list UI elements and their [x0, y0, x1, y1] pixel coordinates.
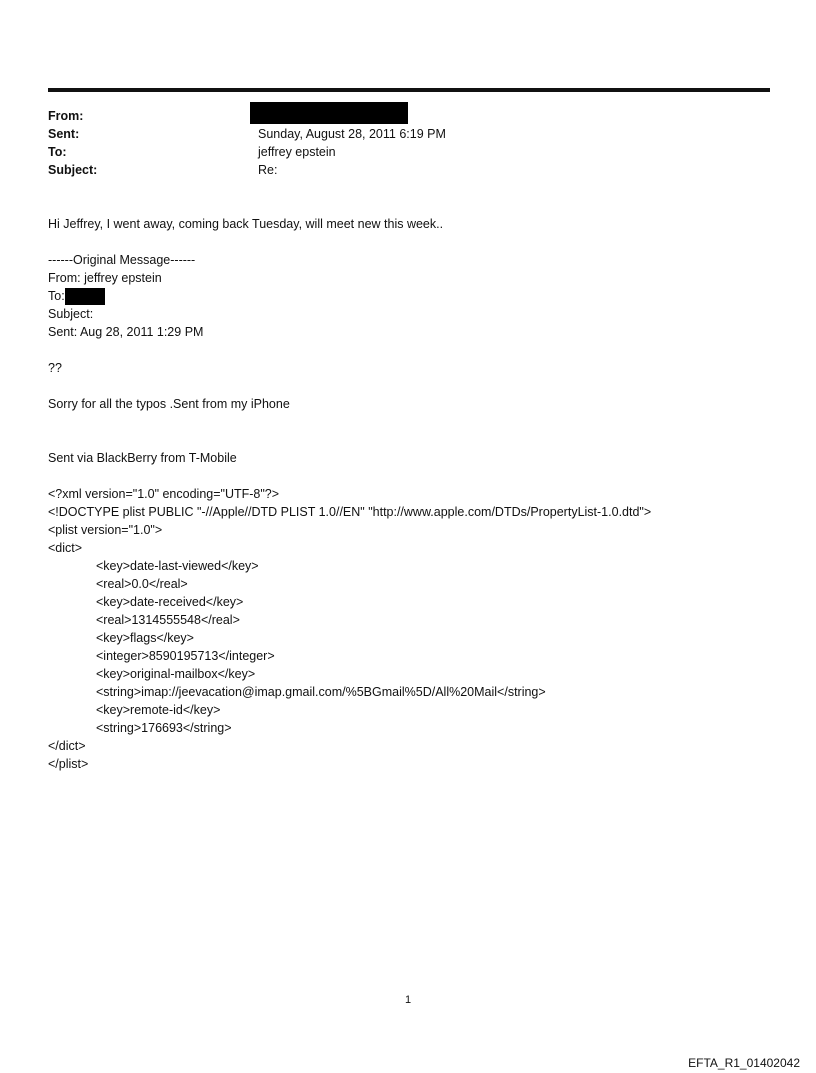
original-to-row [48, 287, 65, 305]
plist-line: <dict> [48, 541, 83, 555]
plist-line: <plist version="1.0"> [48, 523, 163, 537]
plist-line: <real>0.0</real> [96, 577, 188, 591]
subject-label: Subject: [48, 163, 98, 177]
reply-text: Hi Jeffrey, I went away, coming back Tuesday, will meet new this week.. [48, 217, 444, 231]
plist-line: <key>flags</key> [96, 631, 194, 645]
plist-line: <string>imap://jeevacation@imap.gmail.com/%5BGmail%5D/All%20Mail</string> [96, 685, 546, 699]
sent-value: Sunday, August 28, 2011 6:19 PM [258, 127, 446, 141]
plist-line: <!DOCTYPE plist PUBLIC "-//Apple//DTD PLIST 1.0//EN" "http://www.apple.com/DTDs/PropertyList-1.0.dtd"> [48, 505, 652, 519]
original-sent: Sent: Aug 28, 2011 1:29 PM [48, 325, 204, 339]
plist-line: <key>remote-id</key> [96, 703, 221, 717]
from-label: From: [48, 109, 84, 123]
blackberry-signature: Sent via BlackBerry from T-Mobile [48, 451, 237, 465]
redaction-bar [65, 288, 105, 305]
header-rule [48, 88, 770, 92]
original-from: From: jeffrey epstein [48, 271, 162, 285]
original-message-header: ------Original Message------ [48, 253, 196, 267]
question-text: ?? [48, 361, 62, 375]
plist-line: <real>1314555548</real> [96, 613, 240, 627]
plist-line: <?xml version="1.0" encoding="UTF-8"?> [48, 487, 280, 501]
to-label: To: [48, 145, 67, 159]
page-number: 1 [404, 994, 412, 1006]
document-id: EFTA_R1_01402042 [688, 1056, 800, 1070]
original-to-label: To: [48, 289, 65, 303]
plist-line: <key>date-received</key> [96, 595, 244, 609]
iphone-signature: Sorry for all the typos .Sent from my iPhone [48, 397, 290, 411]
original-subject: Subject: [48, 307, 94, 321]
plist-line: <key>original-mailbox</key> [96, 667, 256, 681]
redaction-bar [250, 102, 408, 124]
plist-line: <integer>8590195713</integer> [96, 649, 275, 663]
plist-line: <key>date-last-viewed</key> [96, 559, 259, 573]
sent-label: Sent: [48, 127, 80, 141]
subject-value: Re: [258, 163, 278, 177]
plist-line: </dict> [48, 739, 86, 753]
to-value: jeffrey epstein [258, 145, 336, 159]
plist-line: </plist> [48, 757, 89, 771]
plist-line: <string>176693</string> [96, 721, 232, 735]
